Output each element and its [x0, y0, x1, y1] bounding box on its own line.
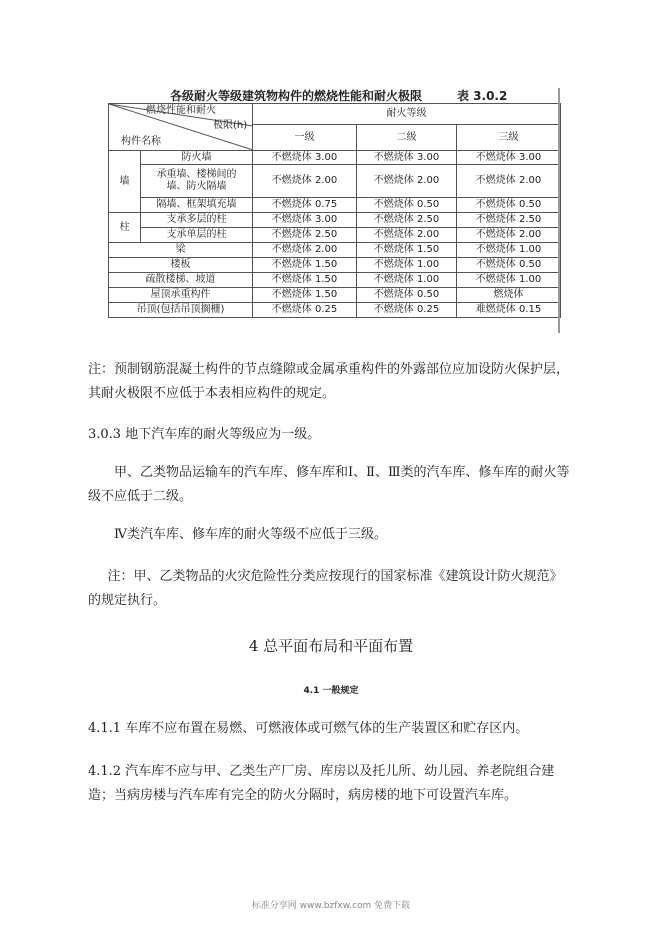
grade-1-value: 不燃烧体 1.50 — [253, 288, 357, 303]
table-note: 注：预制钢筋混凝土构件的节点缝隙或金属承重构件的外露部位应加设防火保护层，其耐火极限不应低于本表相应构件的规定。 — [88, 362, 570, 401]
component-name: 隔墙、框架填充墙 — [141, 198, 253, 213]
grade-3-value: 不燃烧体 2.00 — [457, 228, 561, 243]
grade-2-value: 不燃烧体 3.00 — [357, 151, 457, 165]
grade-1-value: 不燃烧体 2.50 — [253, 228, 357, 243]
component-name: 防火墙 — [141, 151, 253, 165]
table-row — [109, 258, 561, 273]
header-grade-2: 二级 — [357, 125, 457, 151]
grade-2-value: 不燃烧体 1.00 — [357, 273, 457, 288]
grade-1-value: 不燃烧体 3.00 — [253, 151, 357, 165]
group-wall: 墙 — [109, 151, 141, 213]
table-row — [109, 273, 561, 288]
grade-3-value: 不燃烧体 0.50 — [457, 198, 561, 213]
grade-3-value: 燃烧体 — [457, 288, 561, 303]
grade-2-value: 不燃烧体 0.50 — [357, 198, 457, 213]
table-row — [109, 213, 561, 228]
grade-1-value: 不燃烧体 2.00 — [253, 165, 357, 198]
diagonal-header-cell — [109, 104, 253, 151]
grade-2-value: 不燃烧体 0.25 — [357, 303, 457, 318]
grade-2-value: 不燃烧体 1.00 — [357, 258, 457, 273]
table-row — [109, 288, 561, 303]
clause-3-0-3-note: 注：甲、乙类物品的火灾危险性分类应按现行的国家标准《建筑设计防火规范》的规定执行。 — [88, 569, 563, 608]
header-fire-rating: 耐火等级 — [253, 104, 561, 125]
table-row — [109, 198, 561, 213]
group-column: 柱 — [109, 213, 141, 243]
table-number: 表 3.0.2 — [457, 89, 508, 103]
grade-2-value: 不燃烧体 2.00 — [357, 228, 457, 243]
header-limit-label: 极限(h) — [213, 120, 248, 131]
grade-3-value: 不燃烧体 2.50 — [457, 213, 561, 228]
grade-1-value: 不燃烧体 0.75 — [253, 198, 357, 213]
clause-3-0-3-paragraph-b: Ⅳ类汽车库、修车库的耐火等级不应低于三级。 — [114, 527, 387, 542]
grade-1-value: 不燃烧体 3.00 — [253, 213, 357, 228]
grade-3-value: 不燃烧体 0.50 — [457, 258, 561, 273]
grade-3-value: 难燃烧体 0.15 — [457, 303, 561, 318]
page-footer: 标准分享网 www.bzfxw.com 免费下载 — [251, 901, 411, 911]
clause-4-1-2: 4.1.2 汽车库不应与甲、乙类生产厂房、库房以及托儿所、幼儿园、养老院组合建造；当病房楼与汽车库有完全的防火分隔时，病房楼的地下可设置汽车库。 — [88, 764, 555, 803]
component-name: 吊顶(包括吊顶搁栅) — [109, 303, 253, 318]
table-row — [109, 151, 561, 165]
header-grade-3: 三级 — [457, 125, 561, 151]
header-grade-1: 一级 — [253, 125, 357, 151]
grade-1-value: 不燃烧体 0.25 — [253, 303, 357, 318]
grade-2-value: 不燃烧体 2.50 — [357, 213, 457, 228]
component-name: 楼板 — [109, 258, 253, 273]
grade-1-value: 不燃烧体 1.50 — [253, 258, 357, 273]
component-name: 支承单层的柱 — [141, 228, 253, 243]
grade-2-value: 不燃烧体 0.50 — [357, 288, 457, 303]
component-name: 疏散楼梯、坡道 — [109, 273, 253, 288]
header-combustion-label: 燃烧性能和耐火 — [146, 105, 216, 116]
component-name: 支承多层的柱 — [141, 213, 253, 228]
grade-1-value: 不燃烧体 2.00 — [253, 243, 357, 258]
clause-4-1-1: 4.1.1 车库不应布置在易燃、可燃液体或可燃气体的生产装置区和贮存区内。 — [88, 721, 529, 736]
component-name: 梁 — [109, 243, 253, 258]
table-row — [109, 165, 561, 198]
component-name: 承重墙、楼梯间的墙、防火隔墙 — [141, 165, 253, 198]
grade-3-value: 不燃烧体 2.00 — [457, 165, 561, 198]
fire-resistance-table — [108, 103, 561, 318]
clause-3-0-3: 3.0.3 地下汽车库的耐火等级应为一级。 — [88, 427, 321, 442]
table-row — [109, 228, 561, 243]
grade-2-value: 不燃烧体 2.00 — [357, 165, 457, 198]
grade-3-value: 不燃烧体 1.00 — [457, 273, 561, 288]
table-title: 各级耐火等级建筑物构件的燃烧性能和耐火极限 — [170, 89, 423, 103]
grade-2-value: 不燃烧体 1.50 — [357, 243, 457, 258]
grade-3-value: 不燃烧体 3.00 — [457, 151, 561, 165]
grade-1-value: 不燃烧体 1.50 — [253, 273, 357, 288]
clause-3-0-3-paragraph-a: 甲、乙类物品运输车的汽车库、修车库和Ⅰ、Ⅱ、Ⅲ类的汽车库、修车库的耐火等级不应低于二级。 — [88, 465, 570, 504]
table-caption — [108, 87, 560, 103]
header-component-label: 构件名称 — [121, 136, 161, 147]
grade-3-value: 不燃烧体 1.00 — [457, 243, 561, 258]
component-name: 屋顶承重构件 — [109, 288, 253, 303]
table-row — [109, 303, 561, 318]
chapter-4-heading: 4 总平面布局和平面布置 — [248, 637, 414, 655]
table-row — [109, 243, 561, 258]
section-4-1-heading: 4.1 一般规定 — [303, 686, 359, 696]
scan-edge-line — [558, 88, 560, 333]
